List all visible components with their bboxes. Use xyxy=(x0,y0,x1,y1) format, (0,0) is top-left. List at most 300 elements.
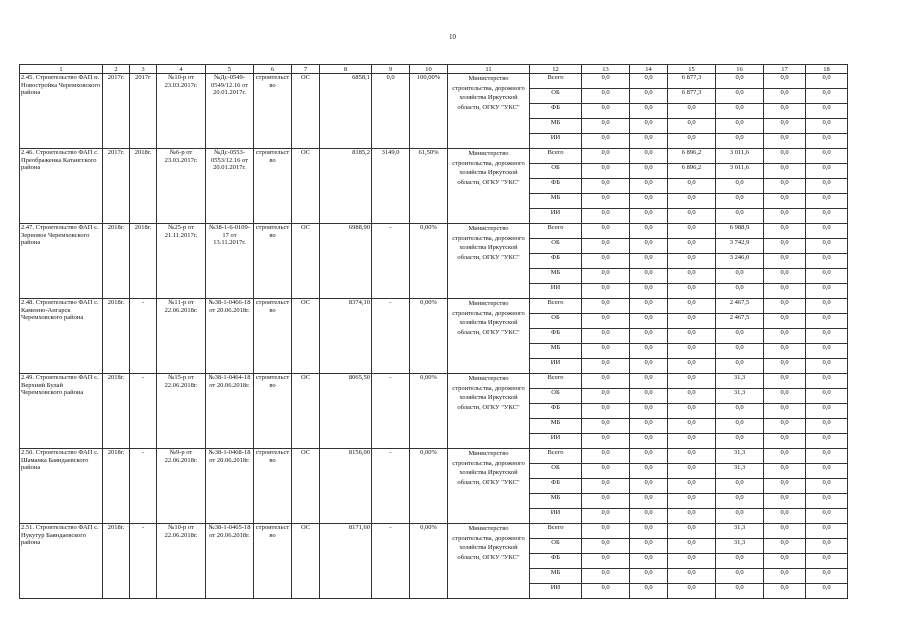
finance-value: 0,0 xyxy=(668,179,716,194)
column-number-row xyxy=(20,65,848,74)
funding-source: ФБ xyxy=(530,254,582,269)
finance-value: 0,0 xyxy=(764,584,806,599)
finance-value: 0,0 xyxy=(668,539,716,554)
column-number: 4 xyxy=(157,65,206,74)
estimated-cost: 6858,1 xyxy=(320,74,372,149)
finance-value: 0,0 xyxy=(806,164,848,179)
object-type: ОС xyxy=(292,524,320,599)
finance-value: 0,0 xyxy=(716,344,764,359)
customer: Министерство строительства, дорожного хозяйства Иркутской области, ОГКУ "УКС" xyxy=(448,449,530,524)
finance-value: 0,0 xyxy=(716,494,764,509)
finance-value: 0,0 xyxy=(764,374,806,389)
work-type: строительство xyxy=(254,374,292,449)
finance-value: 0,0 xyxy=(764,179,806,194)
finance-value: 31,3 xyxy=(716,464,764,479)
finance-value: 0,0 xyxy=(582,224,630,239)
funding-source: ОБ xyxy=(530,314,582,329)
finance-value: 0,0 xyxy=(582,314,630,329)
funding-source: ИИ xyxy=(530,584,582,599)
funded-amount: - xyxy=(372,449,410,524)
funding-source: ФБ xyxy=(530,329,582,344)
finance-value: 0,0 xyxy=(630,539,668,554)
finance-value: 0,0 xyxy=(630,374,668,389)
finance-value: 0,0 xyxy=(668,434,716,449)
end-year: 2018г. xyxy=(130,224,157,299)
finance-value: 0,0 xyxy=(806,524,848,539)
funding-source: Всего xyxy=(530,524,582,539)
readiness-percent: 0,00% xyxy=(410,449,448,524)
finance-value: 0,0 xyxy=(806,254,848,269)
finance-value: 0,0 xyxy=(582,194,630,209)
finance-value: 0,0 xyxy=(582,344,630,359)
finance-value: 0,0 xyxy=(764,164,806,179)
funding-source: ОБ xyxy=(530,539,582,554)
customer: Министерство строительства, дорожного хозяйства Иркутской области, ОГКУ "УКС" xyxy=(448,74,530,149)
finance-value: 0,0 xyxy=(630,269,668,284)
finance-value: 0,0 xyxy=(668,404,716,419)
finance-value: 0,0 xyxy=(764,119,806,134)
finance-value: 0,0 xyxy=(806,434,848,449)
finance-value: 0,0 xyxy=(668,299,716,314)
column-number: 10 xyxy=(410,65,448,74)
readiness-percent: 0,00% xyxy=(410,374,448,449)
object-type: ОС xyxy=(292,449,320,524)
finance-value: 0,0 xyxy=(716,119,764,134)
start-year: 2018г. xyxy=(103,299,130,374)
finance-value: 0,0 xyxy=(716,509,764,524)
start-year: 2018г. xyxy=(103,524,130,599)
finance-value: 0,0 xyxy=(764,389,806,404)
finance-value: 0,0 xyxy=(668,119,716,134)
finance-value: 0,0 xyxy=(764,569,806,584)
finance-value: 0,0 xyxy=(582,329,630,344)
finance-value: 0,0 xyxy=(630,119,668,134)
end-year: - xyxy=(130,299,157,374)
finance-value: 0,0 xyxy=(630,254,668,269)
finance-value: 0,0 xyxy=(630,89,668,104)
estimated-cost: 8374,10 xyxy=(320,299,372,374)
finance-value: 0,0 xyxy=(716,359,764,374)
finance-value: 0,0 xyxy=(806,194,848,209)
funding-source: ОБ xyxy=(530,89,582,104)
funding-source: Всего xyxy=(530,299,582,314)
work-type: строительство xyxy=(254,149,292,224)
finance-value: 0,0 xyxy=(582,179,630,194)
finance-value: 0,0 xyxy=(716,554,764,569)
order-ref: №11-р от 22.06.2018г. xyxy=(157,299,206,374)
finance-value: 0,0 xyxy=(630,74,668,89)
finance-value: 0,0 xyxy=(764,404,806,419)
finance-value: 0,0 xyxy=(668,419,716,434)
finance-value: 0,0 xyxy=(582,479,630,494)
funded-amount: 0,0 xyxy=(372,74,410,149)
finance-value: 3 742,9 xyxy=(716,239,764,254)
finance-value: 0,0 xyxy=(806,464,848,479)
finance-value: 0,0 xyxy=(668,584,716,599)
funding-source: Всего xyxy=(530,374,582,389)
start-year: 2018г. xyxy=(103,224,130,299)
column-number: 18 xyxy=(806,65,848,74)
funding-source: ИИ xyxy=(530,284,582,299)
order-ref: №10-р от 22.06.2018г. xyxy=(157,524,206,599)
finance-value: 6 877,3 xyxy=(668,89,716,104)
finance-value: 3 011,6 xyxy=(716,149,764,164)
finance-value: 2 467,5 xyxy=(716,314,764,329)
finance-value: 0,0 xyxy=(668,389,716,404)
funding-source: ФБ xyxy=(530,404,582,419)
finance-value: 0,0 xyxy=(582,299,630,314)
estimated-cost: 6988,90 xyxy=(320,224,372,299)
object-name: 2.45. Строительство ФАП п. Новостройка Черемховского района xyxy=(20,74,103,149)
finance-value: 0,0 xyxy=(806,314,848,329)
finance-value: 0,0 xyxy=(668,239,716,254)
finance-value: 0,0 xyxy=(806,494,848,509)
column-number: 15 xyxy=(668,65,716,74)
finance-value: 0,0 xyxy=(668,314,716,329)
finance-value: 0,0 xyxy=(582,494,630,509)
finance-value: 0,0 xyxy=(716,419,764,434)
finance-value: 0,0 xyxy=(716,329,764,344)
object-name: 2.50. Строительство ФАП с. Шаманка Баяндаевского района xyxy=(20,449,103,524)
finance-value: 0,0 xyxy=(630,434,668,449)
table-row xyxy=(20,524,848,539)
work-type: строительство xyxy=(254,224,292,299)
column-number: 1 xyxy=(20,65,103,74)
column-number: 5 xyxy=(206,65,254,74)
finance-value: 0,0 xyxy=(630,404,668,419)
finance-value: 0,0 xyxy=(668,569,716,584)
finance-value: 0,0 xyxy=(582,464,630,479)
customer: Министерство строительства, дорожного хозяйства Иркутской области, ОГКУ "УКС" xyxy=(448,149,530,224)
finance-value: 0,0 xyxy=(806,119,848,134)
start-year: 2017г. xyxy=(103,74,130,149)
readiness-percent: 61,50% xyxy=(410,149,448,224)
permit-ref: №Дс-0549-0549/12.16 от 20.01.2017г. xyxy=(206,74,254,149)
finance-value: 0,0 xyxy=(582,374,630,389)
column-number: 11 xyxy=(448,65,530,74)
permit-ref: №38-1-6-0109-17 от 13.11.2017г. xyxy=(206,224,254,299)
end-year: 2017г xyxy=(130,74,157,149)
finance-value: 0,0 xyxy=(582,509,630,524)
finance-value: 0,0 xyxy=(806,224,848,239)
finance-value: 0,0 xyxy=(806,284,848,299)
object-type: ОС xyxy=(292,299,320,374)
column-number: 9 xyxy=(372,65,410,74)
finance-value: 0,0 xyxy=(806,479,848,494)
end-year: - xyxy=(130,374,157,449)
finance-value: 6 896,2 xyxy=(668,164,716,179)
readiness-percent: 0,00% xyxy=(410,299,448,374)
finance-value: 0,0 xyxy=(806,404,848,419)
finance-value: 0,0 xyxy=(806,149,848,164)
finance-value: 0,0 xyxy=(764,539,806,554)
customer: Министерство строительства, дорожного хозяйства Иркутской области, ОГКУ "УКС" xyxy=(448,299,530,374)
finance-value: 0,0 xyxy=(716,179,764,194)
finance-value: 0,0 xyxy=(806,569,848,584)
finance-value: 0,0 xyxy=(806,554,848,569)
end-year: 2018г. xyxy=(130,149,157,224)
finance-value: 0,0 xyxy=(668,224,716,239)
funded-amount: - xyxy=(372,299,410,374)
finance-value: 0,0 xyxy=(582,404,630,419)
finance-value: 0,0 xyxy=(764,104,806,119)
column-number: 12 xyxy=(530,65,582,74)
finance-value: 0,0 xyxy=(630,179,668,194)
finance-value: 0,0 xyxy=(716,569,764,584)
finance-value: 0,0 xyxy=(630,209,668,224)
funding-source: МБ xyxy=(530,194,582,209)
finance-value: 0,0 xyxy=(764,284,806,299)
finance-value: 3 011,6 xyxy=(716,164,764,179)
customer: Министерство строительства, дорожного хозяйства Иркутской области, ОГКУ "УКС" xyxy=(448,524,530,599)
finance-value: 0,0 xyxy=(668,269,716,284)
page-number: 10 xyxy=(449,33,456,41)
estimated-cost: 8171,60 xyxy=(320,524,372,599)
finance-value: 0,0 xyxy=(668,449,716,464)
finance-value: 0,0 xyxy=(806,509,848,524)
object-name: 2.47. Строительство ФАП с. Зерновое Черемховского района xyxy=(20,224,103,299)
customer: Министерство строительства, дорожного хозяйства Иркутской области, ОГКУ "УКС" xyxy=(448,224,530,299)
finance-value: 0,0 xyxy=(806,104,848,119)
finance-value: 0,0 xyxy=(716,404,764,419)
finance-value: 0,0 xyxy=(630,329,668,344)
finance-value: 0,0 xyxy=(630,509,668,524)
finance-value: 0,0 xyxy=(806,269,848,284)
finance-value: 0,0 xyxy=(582,539,630,554)
finance-value: 0,0 xyxy=(582,554,630,569)
finance-value: 0,0 xyxy=(764,464,806,479)
finance-value: 0,0 xyxy=(582,269,630,284)
funding-source: МБ xyxy=(530,119,582,134)
funding-source: Всего xyxy=(530,149,582,164)
finance-value: 0,0 xyxy=(716,194,764,209)
estimated-cost: 8065,50 xyxy=(320,374,372,449)
table-row xyxy=(20,299,848,314)
finance-value: 0,0 xyxy=(764,359,806,374)
funding-source: ФБ xyxy=(530,104,582,119)
permit-ref: №Дс-0553-0553/12.16 от 20.01.2017г. xyxy=(206,149,254,224)
finance-value: 0,0 xyxy=(806,89,848,104)
funding-source: ОБ xyxy=(530,389,582,404)
object-name: 2.49. Строительство ФАП с. Верхний Булай Черемховского района xyxy=(20,374,103,449)
finance-value: 0,0 xyxy=(764,434,806,449)
object-type: ОС xyxy=(292,74,320,149)
finance-value: 0,0 xyxy=(630,149,668,164)
finance-value: 0,0 xyxy=(630,239,668,254)
table-row xyxy=(20,449,848,464)
finance-value: 0,0 xyxy=(630,479,668,494)
finance-value: 0,0 xyxy=(668,494,716,509)
finance-value: 0,0 xyxy=(630,299,668,314)
finance-value: 0,0 xyxy=(764,479,806,494)
start-year: 2017г. xyxy=(103,149,130,224)
funding-source: МБ xyxy=(530,494,582,509)
finance-value: 0,0 xyxy=(582,434,630,449)
finance-value: 3 246,0 xyxy=(716,254,764,269)
finance-value: 0,0 xyxy=(668,209,716,224)
object-name: 2.51. Строительство ФАП с. Нукутур Баяндаевского района xyxy=(20,524,103,599)
funding-source: ИИ xyxy=(530,209,582,224)
funding-source: Всего xyxy=(530,74,582,89)
finance-value: 0,0 xyxy=(764,89,806,104)
finance-value: 0,0 xyxy=(630,359,668,374)
work-type: строительство xyxy=(254,524,292,599)
object-type: ОС xyxy=(292,149,320,224)
finance-value: 0,0 xyxy=(716,269,764,284)
finance-value: 0,0 xyxy=(582,389,630,404)
finance-value: 0,0 xyxy=(582,569,630,584)
finance-value: 0,0 xyxy=(668,194,716,209)
finance-value: 0,0 xyxy=(716,479,764,494)
investment-table xyxy=(19,64,848,599)
finance-value: 0,0 xyxy=(582,449,630,464)
table-row xyxy=(20,224,848,239)
finance-value: 0,0 xyxy=(582,209,630,224)
finance-value: 0,0 xyxy=(716,434,764,449)
finance-value: 0,0 xyxy=(806,449,848,464)
finance-value: 0,0 xyxy=(582,284,630,299)
permit-ref: №38-1-0466-18 от 20.06.2018г. xyxy=(206,299,254,374)
finance-value: 0,0 xyxy=(764,344,806,359)
finance-value: 0,0 xyxy=(716,89,764,104)
finance-value: 31,3 xyxy=(716,539,764,554)
finance-value: 0,0 xyxy=(806,389,848,404)
finance-value: 0,0 xyxy=(668,464,716,479)
object-type: ОС xyxy=(292,224,320,299)
finance-value: 0,0 xyxy=(668,524,716,539)
funding-source: ИИ xyxy=(530,434,582,449)
start-year: 2018г. xyxy=(103,449,130,524)
finance-value: 0,0 xyxy=(806,239,848,254)
readiness-percent: 0,00% xyxy=(410,224,448,299)
finance-value: 0,0 xyxy=(582,119,630,134)
funding-source: МБ xyxy=(530,344,582,359)
funding-source: ФБ xyxy=(530,554,582,569)
finance-value: 0,0 xyxy=(582,74,630,89)
finance-value: 6 877,3 xyxy=(668,74,716,89)
funded-amount: - xyxy=(372,374,410,449)
finance-value: 0,0 xyxy=(668,329,716,344)
finance-value: 0,0 xyxy=(630,569,668,584)
finance-value: 0,0 xyxy=(764,269,806,284)
permit-ref: №38-1-0464-18 от 20.06.2018г. xyxy=(206,374,254,449)
finance-value: 0,0 xyxy=(630,104,668,119)
finance-value: 0,0 xyxy=(764,554,806,569)
object-name: 2.48. Строительство ФАП с. Каменно-Ангарск Черемховского района xyxy=(20,299,103,374)
funding-source: ОБ xyxy=(530,239,582,254)
finance-value: 0,0 xyxy=(764,299,806,314)
column-number: 16 xyxy=(716,65,764,74)
finance-value: 0,0 xyxy=(630,464,668,479)
work-type: строительство xyxy=(254,299,292,374)
funding-source: ОБ xyxy=(530,464,582,479)
start-year: 2018г. xyxy=(103,374,130,449)
finance-value: 0,0 xyxy=(668,479,716,494)
finance-value: 0,0 xyxy=(806,179,848,194)
column-number: 2 xyxy=(103,65,130,74)
finance-value: 0,0 xyxy=(582,89,630,104)
funding-source: ИИ xyxy=(530,134,582,149)
finance-value: 6 988,9 xyxy=(716,224,764,239)
finance-value: 0,0 xyxy=(668,284,716,299)
finance-value: 0,0 xyxy=(630,134,668,149)
customer: Министерство строительства, дорожного хозяйства Иркутской области, ОГКУ "УКС" xyxy=(448,374,530,449)
finance-value: 0,0 xyxy=(716,284,764,299)
finance-value: 0,0 xyxy=(806,209,848,224)
finance-value: 0,0 xyxy=(582,254,630,269)
finance-value: 0,0 xyxy=(630,494,668,509)
finance-value: 0,0 xyxy=(764,449,806,464)
funding-source: МБ xyxy=(530,569,582,584)
funded-amount: - xyxy=(372,524,410,599)
finance-value: 0,0 xyxy=(582,584,630,599)
finance-value: 0,0 xyxy=(582,524,630,539)
finance-value: 0,0 xyxy=(668,554,716,569)
column-number: 8 xyxy=(320,65,372,74)
finance-value: 0,0 xyxy=(764,209,806,224)
permit-ref: №38-1-0468-18 от 20.06.2018г. xyxy=(206,449,254,524)
finance-value: 0,0 xyxy=(764,329,806,344)
finance-value: 31,3 xyxy=(716,374,764,389)
finance-value: 0,0 xyxy=(806,584,848,599)
funded-amount: 3149,0 xyxy=(372,149,410,224)
funding-source: ОБ xyxy=(530,164,582,179)
funding-source: Всего xyxy=(530,449,582,464)
finance-value: 0,0 xyxy=(582,164,630,179)
finance-value: 0,0 xyxy=(582,149,630,164)
finance-value: 0,0 xyxy=(582,239,630,254)
finance-value: 0,0 xyxy=(806,359,848,374)
finance-value: 0,0 xyxy=(630,344,668,359)
finance-value: 0,0 xyxy=(668,509,716,524)
finance-value: 0,0 xyxy=(806,329,848,344)
finance-value: 31,3 xyxy=(716,449,764,464)
work-type: строительство xyxy=(254,74,292,149)
funding-source: МБ xyxy=(530,419,582,434)
readiness-percent: 0,00% xyxy=(410,524,448,599)
finance-value: 0,0 xyxy=(806,74,848,89)
finance-value: 0,0 xyxy=(764,509,806,524)
finance-value: 0,0 xyxy=(716,584,764,599)
estimated-cost: 8185,2 xyxy=(320,149,372,224)
work-type: строительство xyxy=(254,449,292,524)
finance-value: 0,0 xyxy=(582,359,630,374)
column-number: 6 xyxy=(254,65,292,74)
finance-value: 0,0 xyxy=(716,74,764,89)
end-year: - xyxy=(130,524,157,599)
finance-value: 0,0 xyxy=(764,224,806,239)
finance-value: 0,0 xyxy=(764,314,806,329)
permit-ref: №38-1-0465-18 от 20.06.2018г. xyxy=(206,524,254,599)
finance-value: 6 896,2 xyxy=(668,149,716,164)
finance-value: 0,0 xyxy=(806,134,848,149)
finance-value: 0,0 xyxy=(764,134,806,149)
finance-value: 0,0 xyxy=(630,419,668,434)
finance-value: 0,0 xyxy=(630,194,668,209)
finance-value: 0,0 xyxy=(716,134,764,149)
finance-value: 0,0 xyxy=(668,344,716,359)
finance-value: 0,0 xyxy=(668,374,716,389)
finance-value: 0,0 xyxy=(806,419,848,434)
order-ref: №15-р от 22.06.2018г. xyxy=(157,374,206,449)
finance-value: 0,0 xyxy=(806,344,848,359)
funding-source: ИИ xyxy=(530,359,582,374)
finance-value: 2 467,5 xyxy=(716,299,764,314)
object-name: 2.46. Строительство ФАП с. Преображенка Катангского района xyxy=(20,149,103,224)
column-number: 17 xyxy=(764,65,806,74)
column-number: 7 xyxy=(292,65,320,74)
table-row xyxy=(20,374,848,389)
